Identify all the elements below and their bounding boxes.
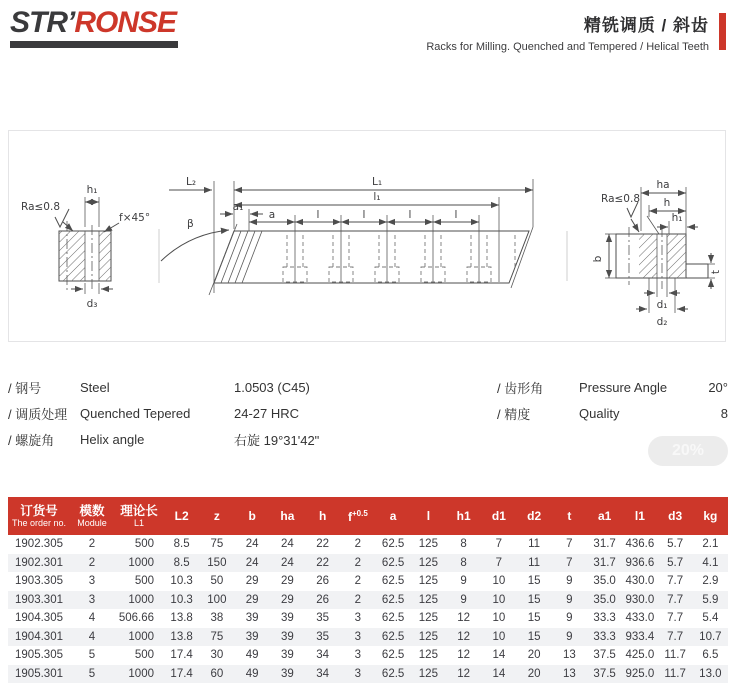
col-header-l1: l1: [622, 497, 657, 535]
cell-l1: 430.0: [625, 575, 655, 588]
cell-module: 2: [88, 556, 96, 569]
cell-a: 62.5: [381, 575, 405, 588]
cell-d2: 11: [528, 538, 541, 551]
cell-b: 24: [245, 538, 259, 551]
cell-h: 35: [316, 612, 330, 625]
dim-label-l: l: [408, 209, 412, 221]
cell-d1: 7: [495, 538, 503, 551]
spec-value: 1.0503 (C45): [234, 379, 310, 395]
col-header-d2: d2: [517, 497, 552, 535]
cell-z: 30: [210, 649, 224, 662]
logo: [10, 8, 178, 48]
cell-kg: 2.1: [702, 538, 719, 551]
table-row: [8, 535, 728, 554]
cell-d3: 7.7: [667, 575, 684, 588]
cell-L2: 10.3: [170, 593, 193, 606]
dim-label-ha: ha: [656, 179, 670, 191]
col-header-d3: d3: [658, 497, 693, 535]
cell-L2: 17.4: [170, 667, 193, 680]
cell-order_no: 1904.301: [15, 630, 63, 643]
cell-f: 2: [354, 556, 362, 569]
logo-dark-part: STR’: [10, 6, 75, 39]
cell-L2: 13.8: [170, 612, 193, 625]
dim-label-L2: L₂: [185, 176, 197, 188]
surface-finish-label: Ra≤0.8: [21, 201, 60, 213]
cell-L2: 13.8: [170, 630, 193, 643]
col-header-L2: L2: [164, 497, 199, 535]
cell-order_no: 1905.301: [15, 667, 63, 680]
cell-d2: 20: [527, 649, 541, 662]
dim-label-h1: h₁: [86, 184, 98, 196]
table-row: [8, 665, 728, 684]
cell-ha: 39: [280, 667, 294, 680]
table-row: [8, 554, 728, 573]
dim-label-l1: l₁: [373, 191, 381, 203]
cell-kg: 10.7: [699, 630, 722, 643]
cell-z: 50: [210, 575, 224, 588]
table-header-row: [8, 497, 728, 535]
cell-length: 1000: [128, 593, 154, 606]
cell-t: 9: [566, 612, 573, 625]
dim-label-f45: f×45°: [119, 212, 151, 224]
cell-kg: 6.5: [702, 649, 719, 662]
cell-h: 35: [316, 630, 330, 643]
dim-label-beta: β: [187, 218, 194, 230]
cell-ha: 39: [280, 630, 294, 643]
table-row: [8, 591, 728, 610]
cell-h: 26: [316, 593, 330, 606]
cell-h: 22: [316, 556, 330, 569]
cell-kg: 4.1: [702, 556, 719, 569]
cell-order_no: 1902.301: [15, 556, 63, 569]
col-header-length: 理论长 L1: [114, 497, 164, 535]
dim-label-h: h: [663, 197, 671, 209]
logo-text: [10, 8, 178, 38]
cell-d1: 10: [492, 575, 506, 588]
dim-label-d2: d₂: [656, 316, 668, 328]
cell-ha: 39: [280, 612, 294, 625]
cell-a1: 37.5: [593, 667, 616, 680]
col-header-l: l: [411, 497, 446, 535]
cell-t: 9: [566, 630, 573, 643]
spec-row-left-0: [8, 374, 478, 400]
cell-f: 2: [354, 575, 362, 588]
cell-z: 60: [210, 667, 224, 680]
dim-label-L1: L₁: [371, 176, 383, 188]
table-row: [8, 609, 728, 628]
spec-label-en: Pressure Angle: [579, 379, 668, 395]
cell-module: 3: [88, 575, 96, 588]
cell-module: 2: [88, 538, 96, 551]
cell-a1: 31.7: [593, 538, 616, 551]
cell-f: 2: [354, 593, 362, 606]
rack-drawing: [9, 131, 725, 341]
watermark-badge: 20%: [648, 436, 728, 466]
cell-kg: 13.0: [699, 667, 722, 680]
cell-d1: 14: [492, 667, 506, 680]
col-header-kg: kg: [693, 497, 728, 535]
cell-ha: 24: [280, 556, 294, 569]
cell-h1: 12: [457, 612, 471, 625]
col-header-a: a: [376, 497, 411, 535]
cell-d1: 14: [492, 649, 506, 662]
cell-d3: 7.7: [667, 630, 684, 643]
cell-f: 2: [354, 538, 362, 551]
surface-finish-label-right: Ra≤0.8: [601, 193, 640, 205]
spec-label-en: Steel: [80, 379, 110, 395]
cell-module: 3: [88, 593, 96, 606]
spec-value: 20°: [708, 379, 728, 395]
cell-d1: 10: [492, 630, 506, 643]
col-header-t: t: [552, 497, 587, 535]
cell-d1: 10: [492, 612, 506, 625]
cell-h1: 8: [460, 556, 467, 569]
cell-b: 24: [245, 556, 259, 569]
cell-a1: 35.0: [593, 593, 616, 606]
cell-a1: 33.3: [593, 612, 616, 625]
cell-h: 22: [316, 538, 330, 551]
spec-row-right-1: [497, 400, 728, 426]
cell-length: 500: [134, 575, 154, 588]
dim-label-h1-right: h₁: [671, 212, 683, 224]
cell-b: 29: [245, 575, 259, 588]
cell-d2: 15: [527, 630, 541, 643]
spec-label-zh: / 螺旋角: [8, 432, 55, 448]
dim-label-d3: d₃: [86, 298, 98, 310]
cell-h: 26: [316, 575, 330, 588]
cell-length: 1000: [128, 556, 154, 569]
cell-ha: 39: [280, 649, 294, 662]
cell-kg: 5.9: [702, 593, 719, 606]
spec-label-en: Quality: [579, 405, 620, 421]
cell-a1: 35.0: [593, 575, 616, 588]
cell-L2: 17.4: [170, 649, 193, 662]
cell-order_no: 1904.305: [15, 612, 63, 625]
cell-a: 62.5: [381, 556, 405, 569]
dim-label-l: l: [316, 209, 320, 221]
col-header-ha: ha: [270, 497, 305, 535]
cell-ha: 29: [280, 575, 294, 588]
spec-label-zh: / 调质处理: [8, 406, 68, 422]
dim-label-l: l: [454, 209, 458, 221]
cell-h: 34: [316, 649, 330, 662]
cell-length: 1000: [128, 630, 154, 643]
table-body: [8, 535, 728, 683]
cell-ha: 29: [280, 593, 294, 606]
cell-d3: 7.7: [667, 612, 684, 625]
cell-t: 13: [562, 667, 576, 680]
cell-b: 49: [245, 649, 259, 662]
cell-order_no: 1905.305: [15, 649, 63, 662]
table-row: [8, 628, 728, 647]
cell-d2: 11: [528, 556, 541, 569]
cell-t: 9: [566, 593, 573, 606]
cell-f: 3: [354, 667, 362, 680]
cell-order_no: 1903.305: [15, 575, 63, 588]
cell-d3: 11.7: [664, 649, 686, 662]
logo-underline: [10, 41, 178, 48]
product-table: [8, 497, 728, 683]
cell-l: 125: [418, 538, 438, 551]
logo-red-part: RONSE: [74, 6, 177, 39]
cell-a: 62.5: [381, 612, 405, 625]
cell-d3: 5.7: [667, 556, 684, 569]
cell-order_no: 1902.305: [15, 538, 63, 551]
cell-h1: 8: [460, 538, 467, 551]
spec-value: 8: [720, 405, 728, 421]
spec-column-left: [8, 374, 478, 452]
cell-f: 3: [354, 612, 362, 625]
cell-t: 7: [566, 556, 573, 569]
spec-label-zh: / 钢号: [8, 380, 42, 396]
table-row: [8, 646, 728, 665]
spec-label-en: Helix angle: [80, 431, 145, 447]
cell-d2: 15: [527, 575, 541, 588]
cell-a: 62.5: [381, 630, 405, 643]
spec-row-right-0: [497, 374, 728, 400]
spec-value: 24-27 HRC: [234, 405, 300, 421]
col-header-h1: h1: [446, 497, 481, 535]
cell-kg: 2.9: [702, 575, 719, 588]
cell-h: 34: [316, 667, 330, 680]
cell-L2: 10.3: [170, 575, 193, 588]
col-header-h: h: [305, 497, 340, 535]
cell-h1: 9: [460, 575, 467, 588]
cell-f: 3: [354, 649, 362, 662]
cell-a: 62.5: [381, 538, 405, 551]
cell-l: 125: [418, 575, 438, 588]
spec-row-left-2: [8, 426, 478, 452]
cell-module: 5: [88, 667, 96, 680]
cell-L2: 8.5: [173, 538, 190, 551]
cell-f: 3: [354, 630, 362, 643]
col-header-order_no: 订货号 The order no.: [8, 497, 70, 535]
col-header-f: $f^{+0.5}$: [340, 497, 375, 535]
cell-h1: 12: [457, 667, 471, 680]
cell-l: 125: [418, 612, 438, 625]
cell-t: 13: [562, 649, 576, 662]
cell-b: 29: [245, 593, 259, 606]
spec-value: 右旋 19°31'42": [234, 432, 320, 448]
cell-a: 62.5: [381, 593, 405, 606]
cell-l: 125: [418, 667, 438, 680]
cell-d2: 20: [527, 667, 541, 680]
cell-z: 38: [210, 612, 224, 625]
cell-l1: 933.4: [625, 630, 655, 643]
cell-module: 4: [88, 630, 96, 643]
cell-order_no: 1903.301: [15, 593, 63, 606]
dim-label-a1: a₁: [232, 201, 244, 213]
col-header-z: z: [199, 497, 234, 535]
cell-t: 7: [566, 538, 573, 551]
cell-l1: 936.6: [625, 556, 655, 569]
cell-l1: 425.0: [625, 649, 655, 662]
dim-label-d1: d₁: [656, 299, 668, 311]
cell-length: 506.66: [118, 612, 154, 625]
spec-label-en: Quenched Tepered: [80, 405, 191, 421]
technical-drawing-box: [8, 130, 726, 342]
cell-d1: 7: [495, 556, 503, 569]
dim-label-b: b: [592, 255, 604, 263]
dim-label-t: t: [710, 269, 722, 275]
rack-top-view: [161, 176, 533, 295]
cell-a1: 33.3: [593, 630, 616, 643]
page-title-en: Racks for Milling. Quenched and Tempered / Helical Teeth: [426, 41, 709, 53]
col-header-module: 模数 Module: [70, 497, 114, 535]
cell-length: 500: [134, 649, 154, 662]
cell-d3: 7.7: [667, 593, 684, 606]
cell-module: 5: [88, 649, 96, 662]
cell-l1: 436.6: [625, 538, 655, 551]
col-header-b: b: [235, 497, 270, 535]
table-row: [8, 572, 728, 591]
cell-kg: 5.4: [702, 612, 719, 625]
cell-ha: 24: [280, 538, 294, 551]
cell-z: 150: [207, 556, 227, 569]
section-view-right: [592, 179, 722, 328]
cell-d2: 15: [527, 612, 541, 625]
cell-b: 39: [245, 630, 259, 643]
cell-z: 100: [207, 593, 227, 606]
cell-l: 125: [418, 630, 438, 643]
spec-label-zh: / 精度: [497, 406, 531, 422]
col-header-a1: a1: [587, 497, 622, 535]
spec-column-right: [497, 374, 728, 426]
dim-label-l: l: [362, 209, 366, 221]
cell-t: 9: [566, 575, 573, 588]
cell-z: 75: [210, 538, 224, 551]
cell-L2: 8.5: [173, 556, 190, 569]
cell-l: 125: [418, 556, 438, 569]
cell-length: 500: [134, 538, 154, 551]
cell-a1: 31.7: [593, 556, 616, 569]
end-view-left: [21, 184, 150, 310]
cell-l1: 433.0: [625, 612, 655, 625]
cell-l: 125: [418, 593, 438, 606]
cell-length: 1000: [128, 667, 154, 680]
cell-b: 39: [245, 612, 259, 625]
cell-a: 62.5: [381, 667, 405, 680]
cell-a1: 37.5: [593, 649, 616, 662]
cell-module: 4: [88, 612, 96, 625]
cell-h1: 9: [460, 593, 467, 606]
cell-h1: 12: [457, 649, 471, 662]
spec-label-zh: / 齿形角: [497, 380, 544, 396]
cell-l: 125: [418, 649, 438, 662]
dim-label-a: a: [268, 209, 276, 221]
cell-z: 75: [210, 630, 224, 643]
cell-h1: 12: [457, 630, 471, 643]
spec-row-left-1: [8, 400, 478, 426]
header-accent-bar: [719, 13, 726, 50]
col-header-d1: d1: [481, 497, 516, 535]
cell-d1: 10: [492, 593, 506, 606]
cell-d3: 11.7: [664, 667, 686, 680]
page-title-block: [426, 11, 709, 53]
cell-l1: 930.0: [625, 593, 655, 606]
cell-b: 49: [245, 667, 259, 680]
cell-d2: 15: [527, 593, 541, 606]
cell-d3: 5.7: [667, 538, 684, 551]
page-title-zh: 精铣调质 / 斜齿: [583, 16, 709, 35]
cell-l1: 925.0: [625, 667, 655, 680]
cell-a: 62.5: [381, 649, 405, 662]
